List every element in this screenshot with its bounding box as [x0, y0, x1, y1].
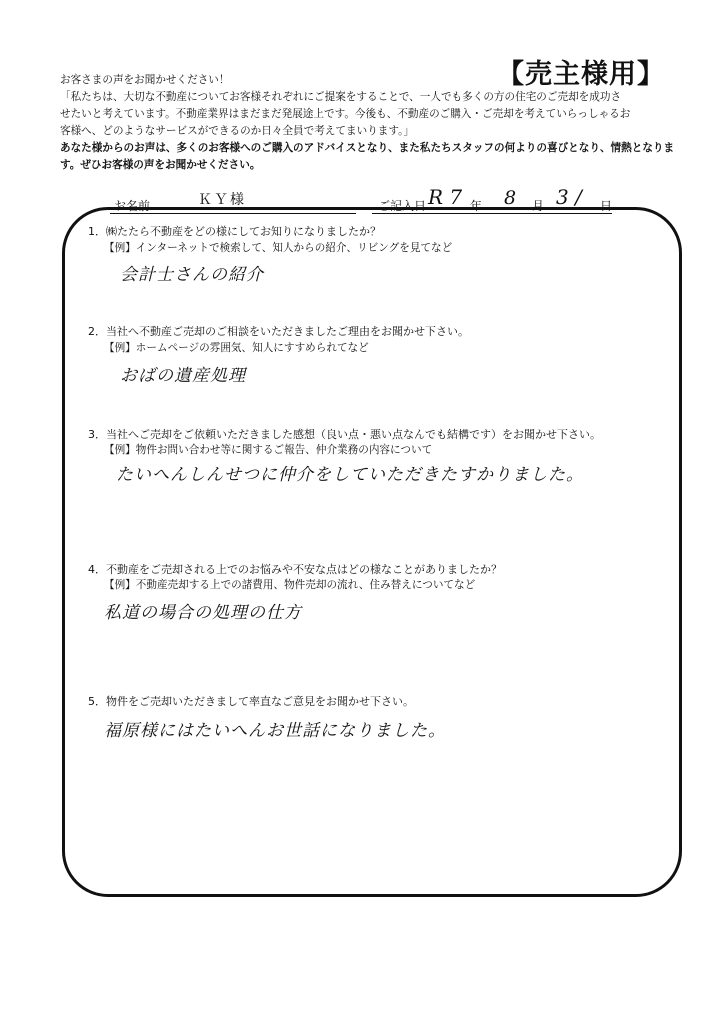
answer-4[interactable]: 私道の場合の処理の仕方: [104, 603, 302, 623]
answer-2[interactable]: おばの遺産処理: [120, 366, 246, 386]
name-field[interactable]: ＫＹ様: [198, 192, 246, 208]
date-label: ご記入日: [378, 199, 427, 213]
date-day-field[interactable]: 3 /: [556, 185, 582, 209]
intro-line: す。ぜひお客様の声をお聞かせください。: [60, 159, 261, 171]
intro-line: せたいと考えています。不動産業界はまだまだ発展途上です。今後も、不動産のご購入・ご売却を考えていらっしゃるお: [60, 108, 631, 120]
answer-3[interactable]: たいへんしんせつに仲介をしていただきたすかりました。: [116, 465, 584, 485]
example-3: 【例】物件お問い合わせ等に関するご報告、仲介業務の内容について: [104, 444, 433, 456]
question-5: 5．物件をご売却いただきまして率直なご意見をお聞かせ下さい。: [88, 695, 414, 708]
day-suffix: 日: [600, 199, 613, 213]
answer-1[interactable]: 会計士さんの紹介: [120, 265, 264, 285]
question-2: 2．当社へ不動産ご売却のご相談をいただきましたご理由をお聞かせ下さい。: [88, 325, 469, 338]
intro-line: あなた様からのお声は、多くのお客様へのご購入のアドバイスとなり、また私たちスタッフの何よりの喜びとなり、情熱となりま: [60, 142, 675, 154]
name-label: お名前: [114, 199, 151, 213]
intro-text: [60, 72, 700, 174]
form-title-tag: 【売主様用】: [497, 59, 665, 90]
question-1: 1．㈱たたら不動産をどの様にしてお知りになりましたか？: [88, 225, 381, 238]
example-4: 【例】不動産売却する上での諸費用、物件売却の流れ、住み替えについてなど: [104, 579, 476, 591]
answer-5[interactable]: 福原様にはたいへんお世話になりました。: [104, 721, 446, 741]
intro-line: 客様へ、どのようなサービスができるのか日々全員で考えてまいります。」: [60, 125, 415, 137]
month-suffix: 月: [532, 199, 545, 213]
year-suffix: 年: [470, 199, 483, 213]
question-3: 3．当社へご売却をご依頼いただきました感想（良い点・悪い点なんでも結構です）をお聞かせ下さい。: [88, 428, 601, 441]
survey-frame: [62, 207, 682, 897]
intro-line: お客さまの声をお聞かせください！: [60, 74, 230, 86]
date-month-field[interactable]: 8: [504, 187, 517, 209]
date-era-field[interactable]: R 7: [428, 185, 463, 209]
example-1: 【例】インターネットで検索して、知人からの紹介、リビングを見てなど: [104, 242, 453, 254]
intro-line: 「私たちは、大切な不動産についてお客様それぞれにご提案をすることで、一人でも多くの方の住宅のご売却を成功さ: [60, 91, 622, 103]
example-2: 【例】ホームページの雰囲気、知人にすすめられてなど: [104, 342, 369, 354]
question-4: 4．不動産をご売却される上でのお悩みや不安な点はどの様なことがありましたか？: [88, 563, 502, 576]
